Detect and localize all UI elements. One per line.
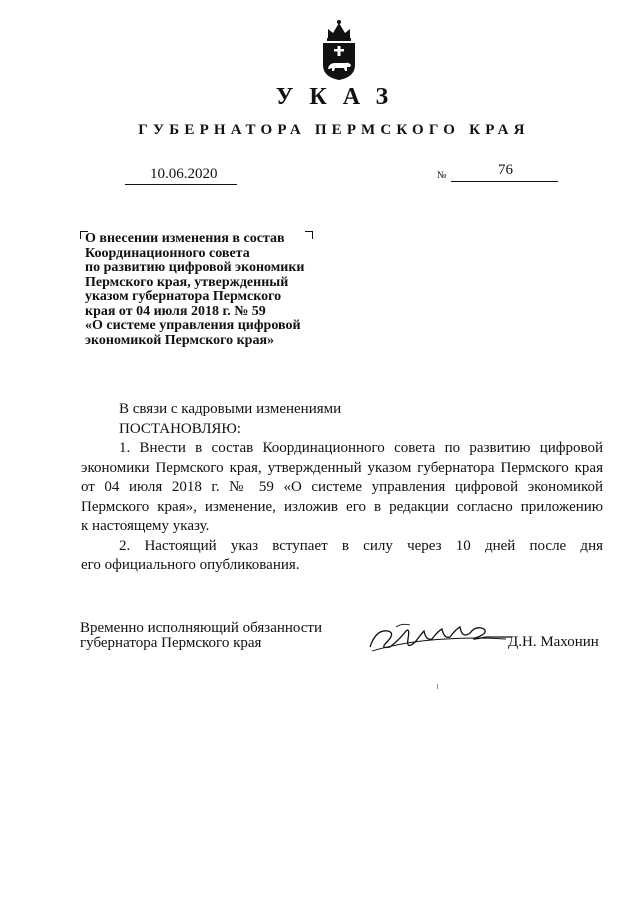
decree-subject bbox=[85, 232, 345, 348]
subject-line: Координационного совета bbox=[85, 245, 250, 261]
decree-number: 76 bbox=[498, 162, 513, 178]
document-issuer: ГУБЕРНАТОРА ПЕРМСКОГО КРАЯ bbox=[138, 122, 530, 138]
position-line: губернатора Пермского края bbox=[80, 635, 262, 651]
paragraph-2 bbox=[81, 537, 603, 576]
position-line: Временно исполняющий обязанности bbox=[80, 620, 323, 636]
subject-line: края от 04 июля 2018 г. № 59 bbox=[85, 303, 266, 319]
paragraph-line: Пермского края», изменение, изложив его в редакции согласно приложению bbox=[81, 498, 603, 515]
paragraph-line: 1. Внести в состав Координационного совета по развитию цифровой bbox=[119, 440, 603, 456]
paragraph-1 bbox=[81, 439, 603, 537]
subject-line: О внесении изменения в состав bbox=[85, 231, 285, 246]
subject-line: Пермского края, утвержденный bbox=[85, 274, 289, 290]
paragraph-line: к настоящему указу. bbox=[81, 518, 210, 534]
scan-mark bbox=[437, 684, 438, 689]
paragraph-line: экономики Пермского края, утвержденный указом губернатора Пермского края bbox=[81, 459, 603, 476]
intro-text: В связи с кадровыми изменениями bbox=[119, 401, 342, 417]
subject-line: «О системе управления цифровой bbox=[85, 318, 301, 333]
decree-date: 10.06.2020 bbox=[150, 166, 218, 182]
number-sign: № bbox=[437, 170, 447, 181]
subject-line: по развитию цифровой экономики bbox=[85, 260, 305, 275]
decree-body bbox=[81, 400, 603, 576]
decree-word: ПОСТАНОВЛЯЮ: bbox=[119, 420, 241, 437]
subject-line: экономикой Пермского края» bbox=[85, 332, 275, 348]
signatory-name: Д.Н. Махонин bbox=[508, 634, 599, 650]
paragraph-line: его официального опубликования. bbox=[81, 557, 300, 573]
document-title: УКАЗ bbox=[275, 84, 405, 110]
handwritten-signature bbox=[366, 617, 516, 657]
paragraph-line: 2. Настоящий указ вступает в силу через 10 дней после дня bbox=[119, 537, 603, 554]
signatory-position bbox=[80, 621, 322, 651]
subject-line: указом губернатора Пермского bbox=[85, 289, 282, 304]
paragraph-line: от 04 июля 2018 г. № 59 «О системе управления цифровой экономикой bbox=[81, 479, 603, 495]
coat-of-arms-icon bbox=[319, 17, 359, 81]
